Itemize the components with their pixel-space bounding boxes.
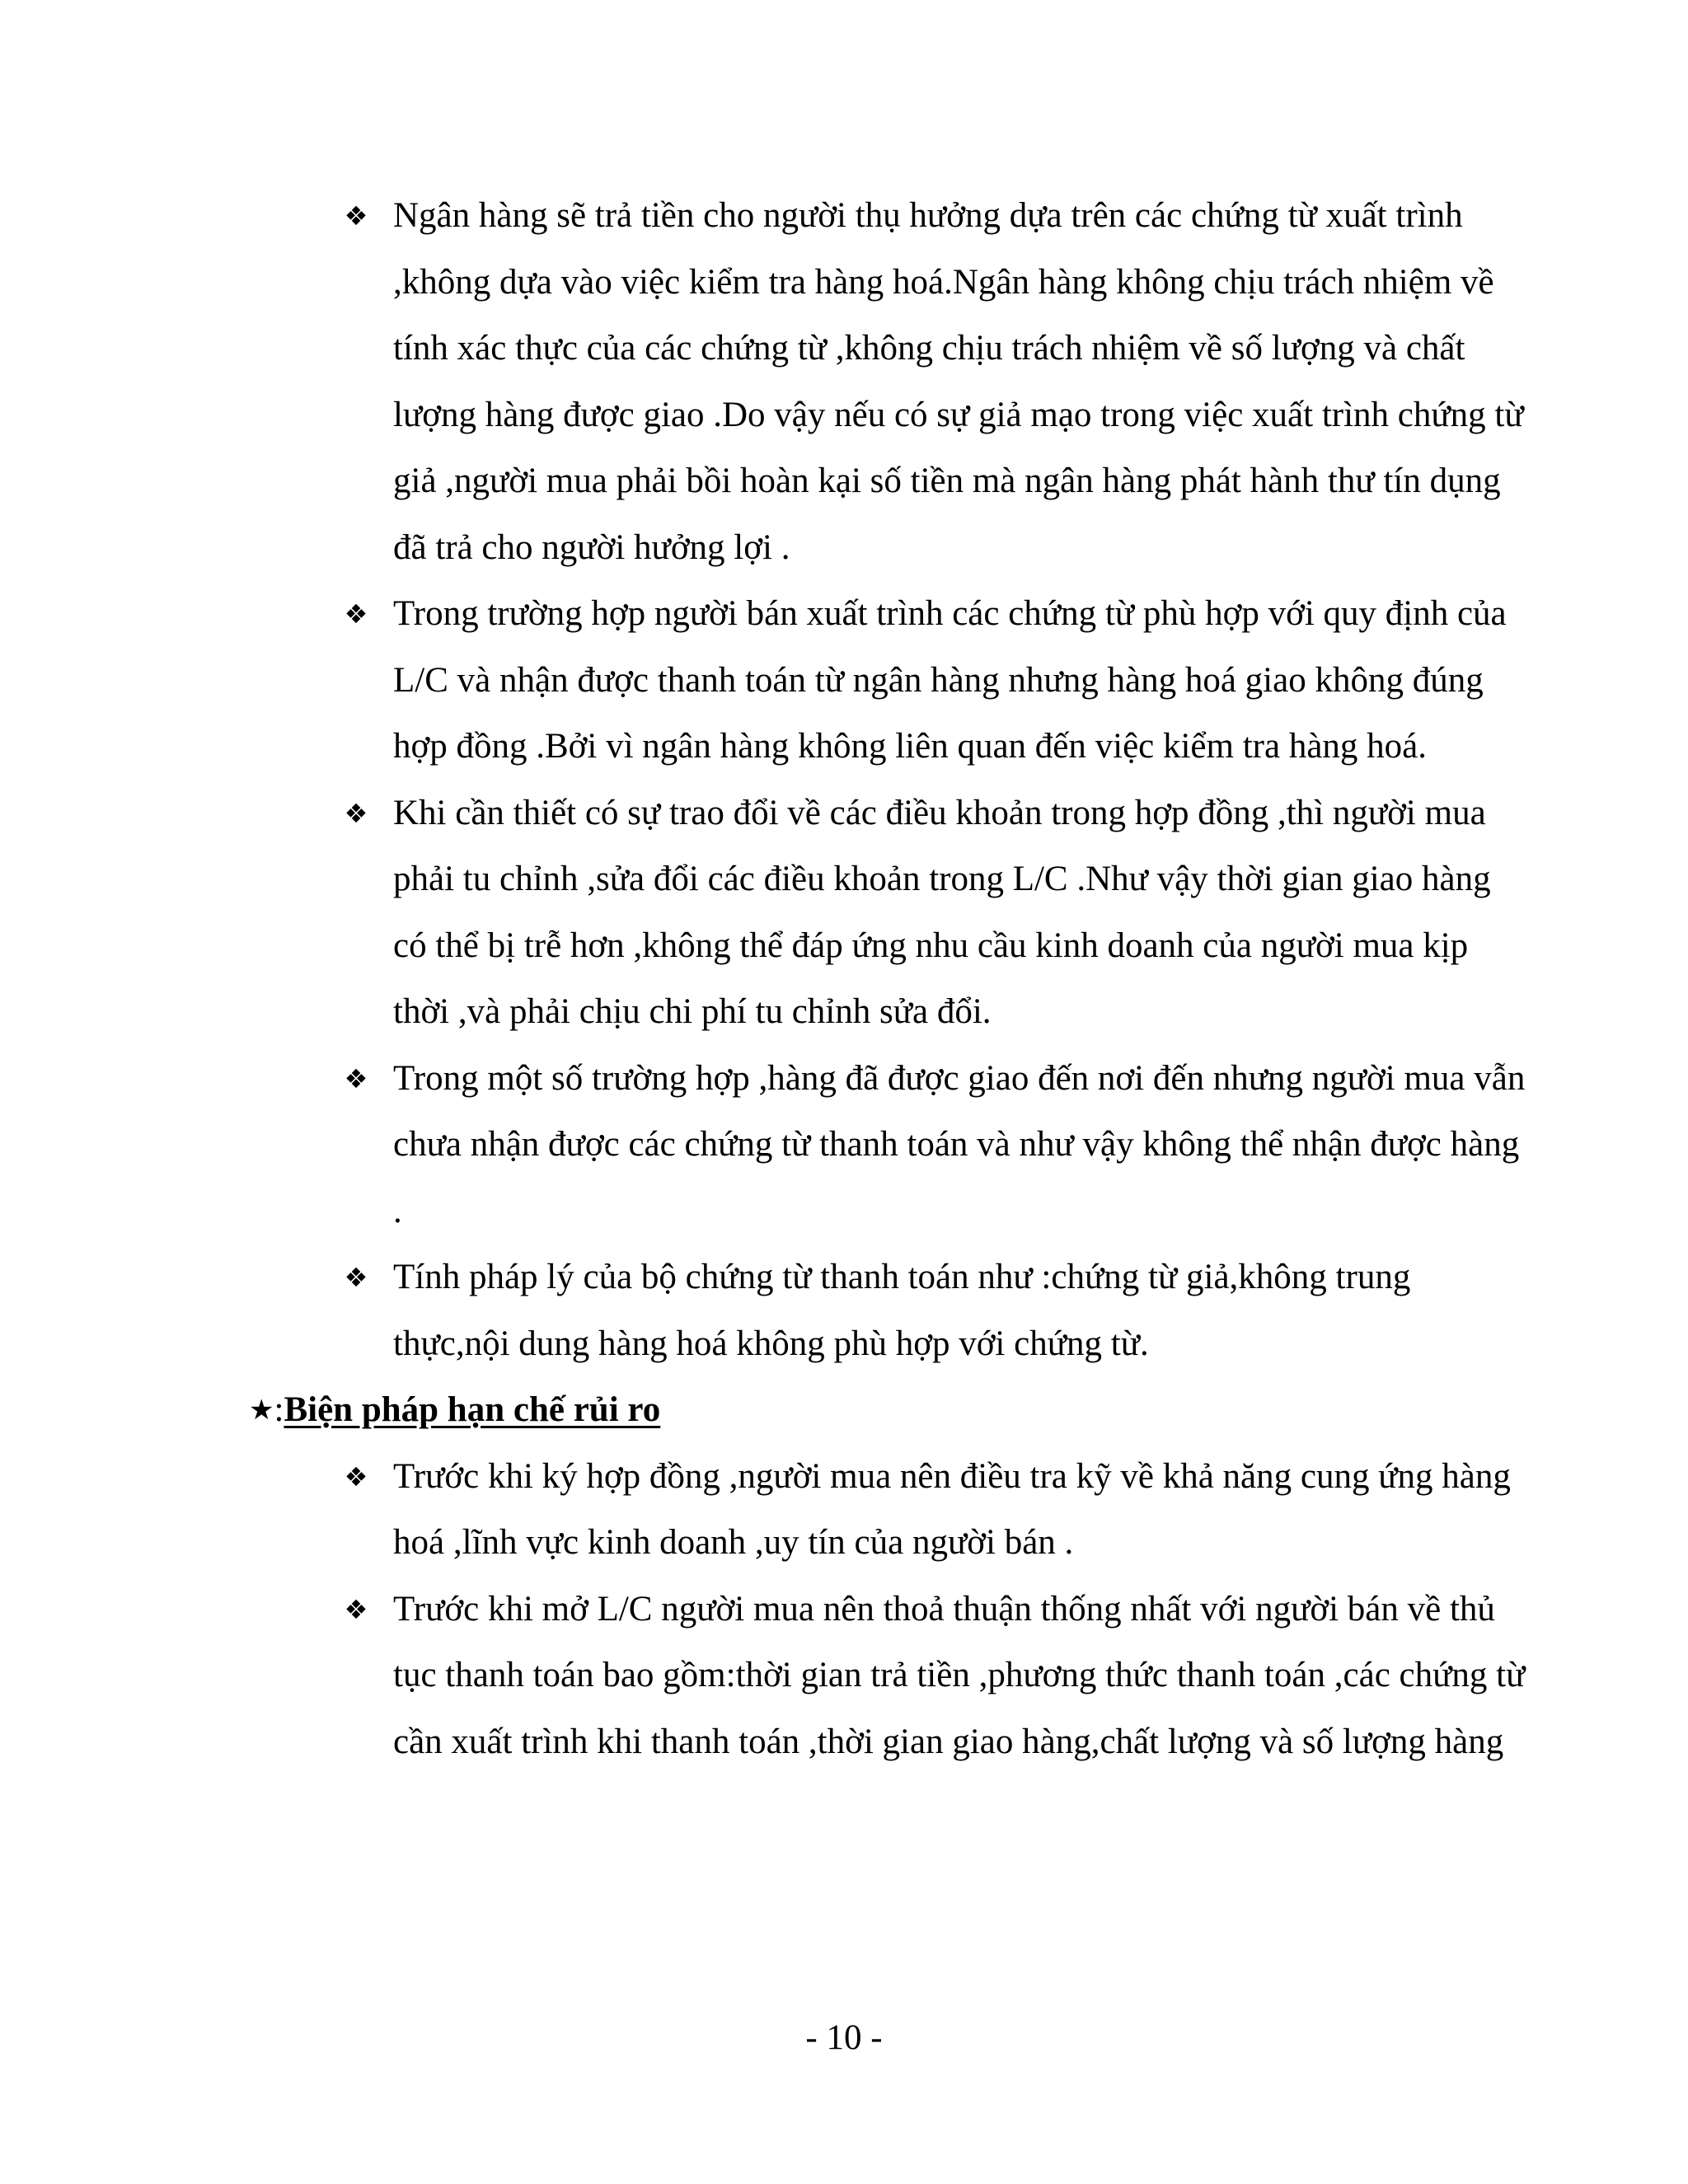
list-item-text: Trong trường hợp người bán xuất trình các chứng từ phù hợp với quy định của L/C và nhận được thanh toán từ ngân hàng nhưng hàng hoá giao không đúng hợp đồng .Bởi vì ngân hàng không liên quan đến việc kiểm tra hàng hoá. [393,594,1507,766]
list-item [344,1577,1531,1776]
list-item [344,183,1531,581]
diamond-bullet-icon: ❖ [344,1460,368,1493]
list-item-text: Tính pháp lý của bộ chứng từ thanh toán như :chứng từ giả,không trung thực,nội dung hàng hoá không phù hợp với chứng từ. [393,1258,1411,1363]
diamond-bullet-icon: ❖ [344,1062,368,1094]
page-body [0,183,1688,1775]
list-item-text: Trước khi mở L/C người mua nên thoả thuận thống nhất với người bán về thủ tục thanh toán bao gồm:thời gian trả tiền ,phương thức thanh toán ,các chứng từ cần xuất trình khi thanh toán ,thời gian giao hàng,chất lượng và số lượng hàng [393,1589,1526,1761]
page-number: - 10 - [805,2018,883,2057]
star-icon: ★ [249,1394,274,1427]
list-item [344,1244,1531,1377]
list-item [344,581,1531,780]
diamond-bullet-icon: ❖ [344,200,368,232]
mitigation-list [0,1444,1688,1776]
diamond-bullet-icon: ❖ [344,1593,368,1625]
diamond-bullet-icon: ❖ [344,1262,368,1293]
risk-list [0,183,1688,1377]
list-item-text: Khi cần thiết có sự trao đổi về các điều khoản trong hợp đồng ,thì người mua phải tu chỉnh ,sửa đổi các điều khoản trong L/C .Như vậy thời gian giao hàng có thể bị trễ hơn ,không thể đáp ứng nhu cầu kinh doanh của người mua kịp thời ,và phải chịu chi phí tu chỉnh sửa đổi. [393,793,1491,1031]
heading-colon: : [274,1390,284,1429]
diamond-bullet-icon: ❖ [344,797,368,829]
list-item [344,1046,1531,1245]
heading-title: Biện pháp hạn chế rủi ro [284,1390,661,1429]
list-item-text: Ngân hàng sẽ trả tiền cho người thụ hưởng dựa trên các chứng từ xuất trình ,không dựa vào việc kiểm tra hàng hoá.Ngân hàng không chịu trách nhiệm về tính xác thực của các chứng từ ,không chịu trách nhiệm về số lượng và chất lượng hàng được giao .Do vậy nếu có sự giả mạo trong việc xuất trình chứng từ giả ,người mua phải bồi hoàn kại số tiền mà ngân hàng phát hành thư tín dụng đã trả cho người hưởng lợi . [393,196,1524,567]
section-heading [249,1377,1688,1444]
list-item-text: Trong một số trường hợp ,hàng đã được giao đến nơi đến nhưng người mua vẫn chưa nhận được các chứng từ thanh toán và như vậy không thể nhận được hàng . [393,1058,1526,1230]
list-item-text: Trước khi ký hợp đồng ,người mua nên điều tra kỹ về khả năng cung ứng hàng hoá ,lĩnh vực kinh doanh ,uy tín của người bán . [393,1456,1511,1562]
list-item [344,780,1531,1046]
diamond-bullet-icon: ❖ [344,598,368,630]
list-item [344,1444,1531,1577]
